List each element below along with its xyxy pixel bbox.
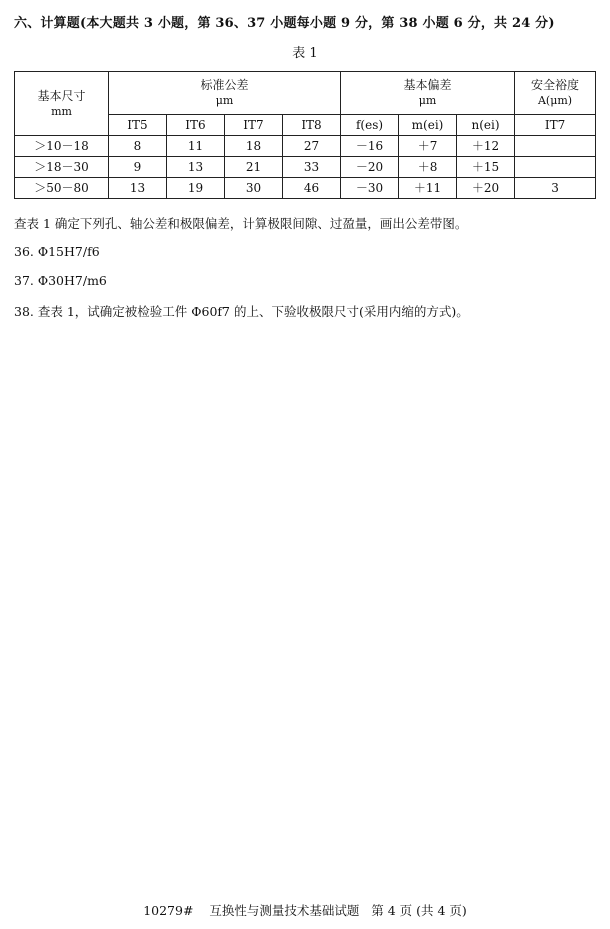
page-footer: 10279# 互换性与测量技术基础试题 第 4 页 (共 4 页) — [143, 903, 467, 918]
table-cell: 9 — [109, 157, 167, 178]
header-std-tolerance-label: 标准公差 — [200, 78, 249, 92]
table-cell: ＋8 — [399, 157, 457, 178]
table-cell: ＋12 — [457, 136, 515, 157]
header-safety-margin-unit: A(μm) — [537, 94, 573, 107]
table-cell: ＞10－18 — [15, 136, 109, 157]
table-cell: ＞50－80 — [15, 178, 109, 199]
question-38: 38. 查表 1，试确定被检验工件 Φ60f7 的上、下验收极限尺寸(采用内缩的方式)。 — [14, 304, 469, 319]
table-cell: ＋11 — [399, 178, 457, 199]
header-safety-margin-label: 安全裕度 — [531, 78, 580, 92]
header-basic-size — [15, 72, 109, 136]
table-cell: 46 — [283, 178, 341, 199]
table-cell: ＋15 — [457, 157, 515, 178]
table-cell — [515, 157, 596, 178]
question-36: 36. Φ15H7/f6 — [14, 244, 100, 259]
subheader-cell: n(ei) — [457, 115, 515, 136]
table-cell: －16 — [341, 136, 399, 157]
table-cell: 33 — [283, 157, 341, 178]
table-cell: 19 — [167, 178, 225, 199]
table-cell: 27 — [283, 136, 341, 157]
table-cell: 11 — [167, 136, 225, 157]
subheader-cell: IT8 — [283, 115, 341, 136]
header-basic-size-unit: mm — [51, 104, 72, 118]
table-caption: 表 1 — [292, 46, 318, 61]
header-basic-deviation-unit: μm — [418, 94, 437, 107]
table-cell: 3 — [515, 178, 596, 199]
header-safety-margin — [515, 72, 596, 115]
table-header-row — [15, 72, 596, 115]
tolerance-table — [14, 71, 596, 199]
table-cell: 21 — [225, 157, 283, 178]
subheader-cell: IT6 — [167, 115, 225, 136]
table-cell: 13 — [109, 178, 167, 199]
table-cell: －30 — [341, 178, 399, 199]
table-row — [15, 157, 596, 178]
subheader-cell: IT5 — [109, 115, 167, 136]
header-std-tolerance-unit: μm — [215, 94, 234, 107]
header-basic-size-label: 基本尺寸 — [37, 88, 86, 103]
subheader-cell: IT7 — [515, 115, 596, 136]
table-cell: 8 — [109, 136, 167, 157]
header-basic-deviation-label: 基本偏差 — [403, 78, 452, 92]
table-cell: ＋7 — [399, 136, 457, 157]
table-row — [15, 136, 596, 157]
table-cell: ＞18－30 — [15, 157, 109, 178]
subheader-cell: m(ei) — [399, 115, 457, 136]
table-cell: 13 — [167, 157, 225, 178]
table-row — [15, 178, 596, 199]
instruction-text: 查表 1 确定下列孔、轴公差和极限偏差，计算极限间隙、过盈量，画出公差带图。 — [14, 216, 468, 231]
header-std-tolerance — [109, 72, 341, 115]
table-cell: 30 — [225, 178, 283, 199]
section-heading: 六、计算题(本大题共 3 小题，第 36、37 小题每小题 9 分，第 38 小题 6 分，共 24 分) — [14, 16, 555, 31]
table-cell — [515, 136, 596, 157]
header-basic-deviation — [341, 72, 515, 115]
subheader-cell: f(es) — [341, 115, 399, 136]
table-cell: ＋20 — [457, 178, 515, 199]
table-cell: 18 — [225, 136, 283, 157]
question-37: 37. Φ30H7/m6 — [14, 273, 107, 288]
table-cell: －20 — [341, 157, 399, 178]
subheader-cell: IT7 — [225, 115, 283, 136]
